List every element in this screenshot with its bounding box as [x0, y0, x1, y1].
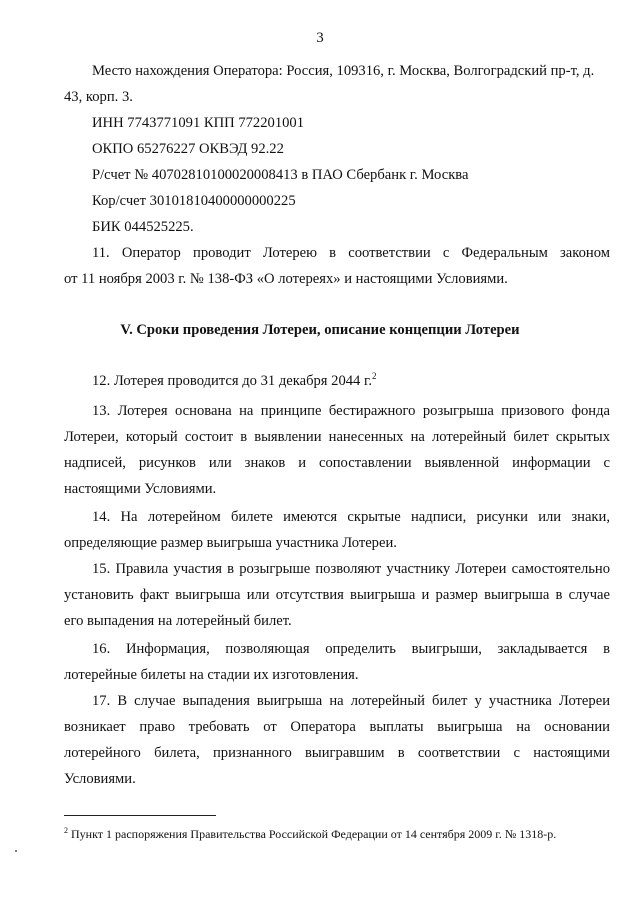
- clause-11-line1: 11. Оператор проводит Лотерею в соответствии с Федеральным законом: [92, 245, 610, 261]
- clause-17-line3: лотерейного билета, признанного выигравшим в соответствии с настоящими: [64, 745, 610, 761]
- clause-12: [64, 368, 610, 394]
- operator-inn-kpp: ИНН 7743771091 КПП 772201001: [92, 115, 305, 131]
- footnote-marker: 2: [64, 826, 68, 835]
- clause-16-line2: лотерейные билеты на стадии их изготовления.: [64, 667, 359, 683]
- page-number: 3: [316, 30, 324, 46]
- clause-17-line4: Условиями.: [64, 771, 136, 787]
- operator-okpo-okved: ОКПО 65276227 ОКВЭД 92.22: [92, 141, 284, 157]
- operator-info: [64, 58, 610, 240]
- clause-14-line2: определяющие размер выигрыша участника Лотереи.: [64, 535, 397, 551]
- clause-13: [64, 398, 610, 502]
- operator-bik: БИК 044525225.: [92, 219, 194, 235]
- clause-11: [64, 240, 610, 292]
- operator-address-line1: Место нахождения Оператора: Россия, 109316, г. Москва, Волгоградский пр-т, д.: [92, 63, 595, 79]
- footnote-reference: 2: [372, 371, 377, 382]
- clause-11-line2: от 11 ноября 2003 г. № 138-ФЗ «О лотереях» и настоящими Условиями.: [64, 271, 508, 287]
- operator-corr-account: Кор/счет 30101810400000000225: [92, 193, 296, 209]
- clause-16-line1: 16. Информация, позволяющая определить выигрыши, закладывается в: [92, 641, 610, 657]
- clause-17: [64, 688, 610, 792]
- footnote: [64, 826, 624, 842]
- clause-12-text: 12. Лотерея проводится до 31 декабря 2044 г.: [92, 373, 372, 389]
- scan-speck: [15, 850, 17, 852]
- clause-17-line1: 17. В случае выпадения выигрыша на лотерейный билет у участника Лотереи: [92, 693, 610, 709]
- footnote-separator: [64, 815, 216, 816]
- operator-address-line2: 43, корп. 3.: [64, 89, 133, 105]
- clause-16: [64, 636, 610, 688]
- footnote-text: Пункт 1 распоряжения Правительства Российской Федерации от 14 сентября 2009 г. № 1318-р.: [68, 827, 557, 841]
- clause-13-line3: надписей, рисунков или знаков и сопоставлении выявленной информации с: [64, 455, 610, 471]
- clause-15-line2: установить факт выигрыша или отсутствия выигрыша и размер выигрыша в случае: [64, 587, 610, 603]
- section-heading: V. Сроки проведения Лотереи, описание концепции Лотереи: [120, 322, 520, 338]
- clause-13-line2: Лотереи, который состоит в выявлении нанесенных на лотерейный билет скрытых: [64, 429, 610, 445]
- clause-14-line1: 14. На лотерейном билете имеются скрытые надписи, рисунки или знаки,: [92, 509, 610, 525]
- clause-15: [64, 556, 610, 634]
- clause-14: [64, 504, 610, 556]
- operator-account: Р/счет № 40702810100020008413 в ПАО Сбербанк г. Москва: [92, 167, 469, 183]
- clause-17-line2: возникает право требовать от Оператора выплаты выигрыша на основании: [64, 719, 610, 735]
- clause-13-line4: настоящими Условиями.: [64, 481, 217, 497]
- clause-15-line1: 15. Правила участия в розыгрыше позволяют участнику Лотереи самостоятельно: [92, 561, 610, 577]
- clause-15-line3: его выпадения на лотерейный билет.: [64, 613, 292, 629]
- clause-13-line1: 13. Лотерея основана на принципе бестиражного розыгрыша призового фонда: [92, 403, 610, 419]
